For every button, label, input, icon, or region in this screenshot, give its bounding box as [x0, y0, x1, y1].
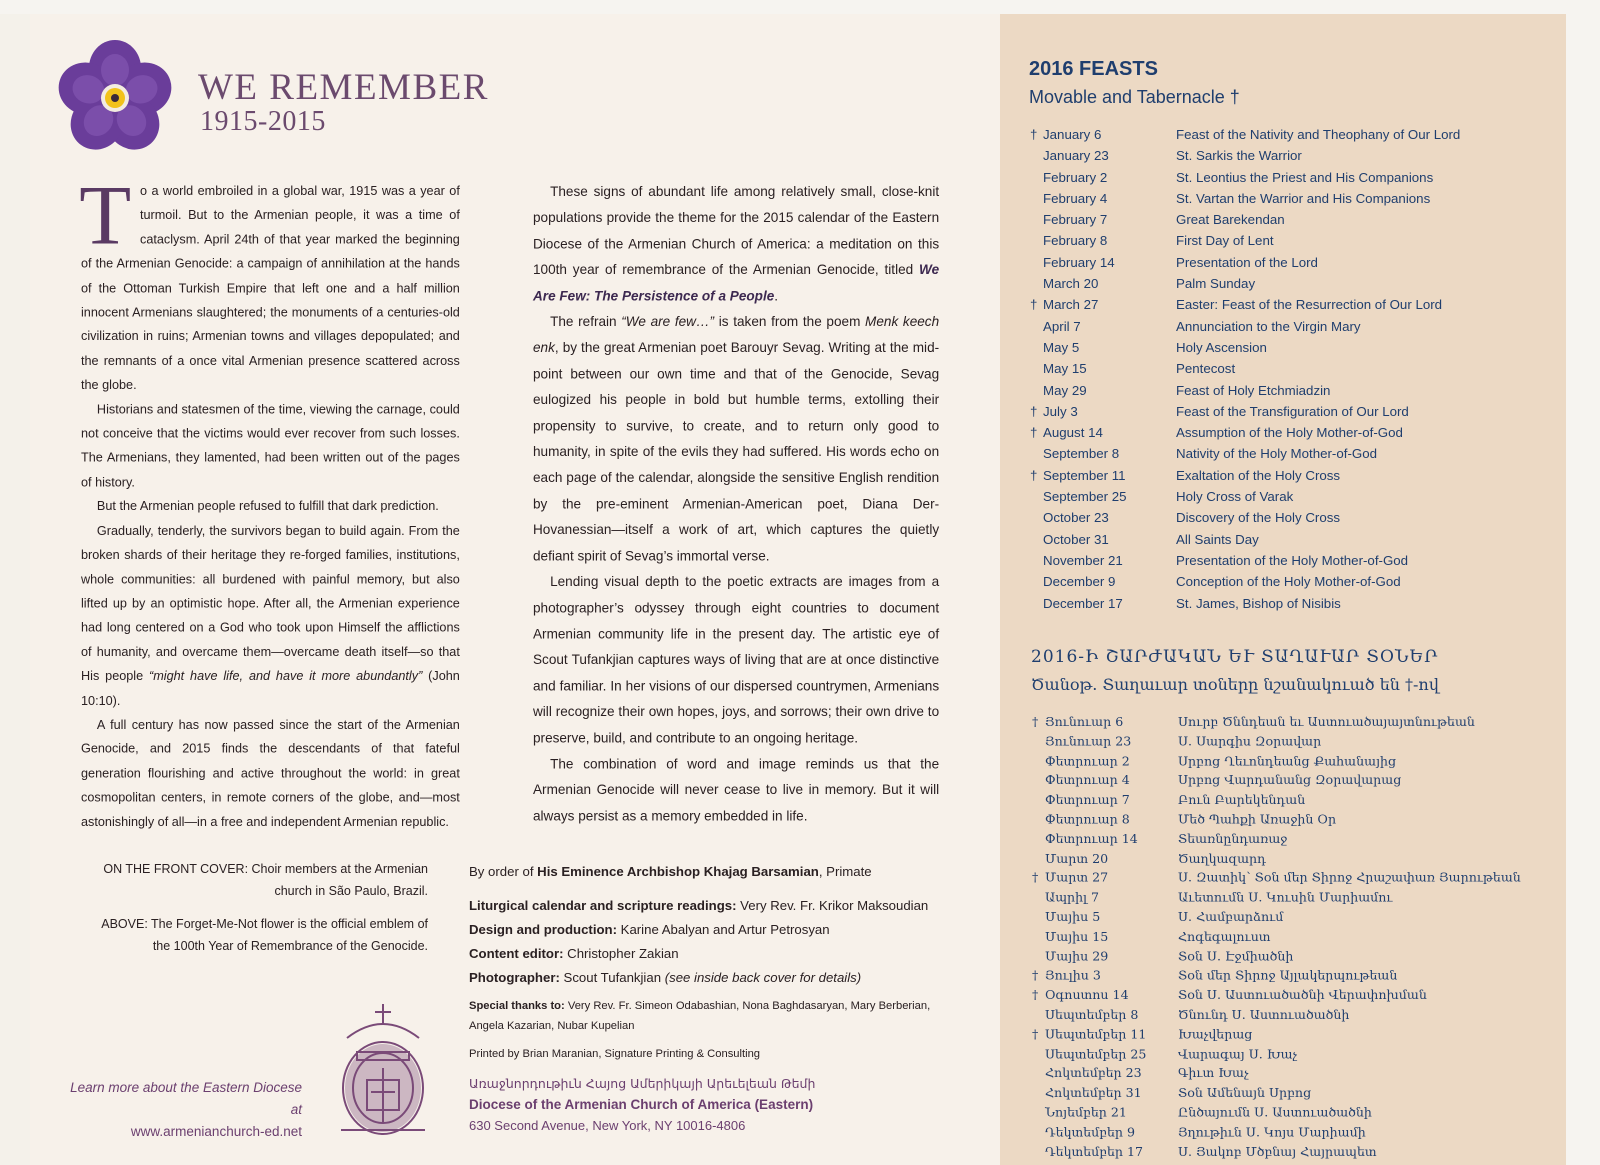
feast-date-cell [1030, 380, 1176, 401]
feast-row [1030, 167, 1560, 188]
feast-row [1030, 507, 1560, 528]
paragraph [533, 180, 939, 310]
feast-date-cell [1030, 188, 1176, 209]
feast-date-cell [1030, 209, 1176, 230]
feast-date-cell [1032, 1064, 1178, 1084]
feast-row [1030, 529, 1560, 550]
paragraph-text: , by the great Armenian poet Barouyr Sevag. Writing at the mid-point between our own time and that of the Genocide, Sevag eulogized his people in bold but humble terms, extolling their propensity to survive, to create, and to return only good to humanity, in spite of the evils they had suffered. His words echo on each page of the calendar, alongside the sensitive English rendition by the pre-eminent Armenian-American poet, Diana Der-Hovanessian—itself a work of art, which captures the quietly defiant spirit of Sevag’s immortal verse. [533, 340, 940, 565]
feast-row [1030, 124, 1560, 145]
feast-name: Discovery of the Holy Cross [1176, 510, 1341, 526]
feast-row [1032, 1142, 1562, 1162]
feast-date-cell [1030, 124, 1176, 145]
feast-name: Ս. Յակոբ Մծբնայ Հայրապետ [1178, 1143, 1377, 1159]
feast-date: Փետրուար 2 [1045, 753, 1130, 768]
feast-date-cell [1032, 927, 1178, 947]
feast-row [1032, 1064, 1562, 1084]
drop-cap: T [79, 167, 132, 263]
credit-value: Scout Tufankjian [559, 970, 665, 985]
page-years: 1915-2015 [200, 106, 326, 137]
feast-row [1032, 829, 1562, 849]
feast-name: Holy Ascension [1176, 339, 1267, 355]
tabernacle-dagger: † [1032, 1026, 1039, 1042]
order-line [469, 860, 969, 884]
feast-date: Փետրուար 8 [1045, 811, 1130, 827]
paragraph [533, 310, 939, 570]
feast-date: December 17 [1043, 595, 1123, 611]
paragraph: Lending visual depth to the poetic extracts are images from a photographer’s odyssey through eight countries to document Armenian community life in the present day. The artistic eye of Scout Tufankjian captures ways of living that are at once distinctive and familiar. In her visions of our dispersed countrymen, Armenians will recognize their own hopes, joys, and sorrows; their own drive to preserve, build, and contribute to an ongoing heritage. [533, 574, 940, 747]
feast-date: January 6 [1043, 127, 1102, 142]
feast-date-cell [1032, 907, 1178, 927]
feast-date-cell [1030, 273, 1176, 294]
feasts-list [1030, 124, 1560, 614]
credit-line [469, 918, 969, 942]
feast-name: Աւետումն Ս. Կուսին Մարիամու [1178, 889, 1393, 905]
feast-name: Feast of the Transfiguration of Our Lord [1176, 403, 1409, 419]
feast-row [1030, 316, 1560, 337]
feast-date: Ապրիլ 7 [1045, 889, 1100, 905]
feast-row [1032, 732, 1562, 752]
paragraph: Historians and statesmen of the time, viewing the carnage, could not conceive that the victims would ever recover from such losses. The Armenians, they lamented, had been written out of the pages of history. [81, 402, 460, 490]
tabernacle-dagger: † [1032, 870, 1039, 886]
feast-date: February 7 [1043, 212, 1108, 228]
credit-value: Very Rev. Fr. Simeon Odabashian, Nona Baghdasaryan, Mary Berberian, Angela Kazarian, Nubar Kupelian [469, 1000, 931, 1032]
feast-name: Տօն Ամենայն Սրբոց [1178, 1085, 1312, 1100]
feast-row [1030, 145, 1560, 166]
feast-date-cell [1032, 1005, 1178, 1025]
scripture-quote: “might have life, and have it more abundantly” [149, 669, 423, 684]
feast-date-cell [1032, 829, 1178, 849]
feast-row [1030, 209, 1560, 230]
feast-date-cell [1032, 771, 1178, 791]
credit-value: Karine Abalyan and Artur Petrosyan [617, 922, 830, 937]
feast-row [1032, 927, 1562, 947]
tabernacle-dagger: † [1030, 425, 1038, 441]
feast-date-cell [1030, 316, 1176, 337]
feast-date-cell [1030, 358, 1176, 379]
feast-name: Խաչվերաց [1178, 1026, 1253, 1042]
feast-date-cell [1032, 1025, 1178, 1045]
feast-date: September 25 [1043, 489, 1127, 505]
credit-line [469, 966, 969, 990]
feast-date-cell [1032, 868, 1178, 888]
feast-date-cell [1032, 888, 1178, 908]
feast-name: Ս. Համբարձում [1178, 909, 1284, 925]
feast-date: May 5 [1043, 339, 1080, 355]
feast-row [1032, 1122, 1562, 1142]
poem-title: Menk keech enk [533, 314, 940, 356]
credit-note: (see inside back cover for details) [664, 970, 862, 985]
diocese-address: 630 Second Avenue, New York, NY 10016-4806 [469, 1118, 746, 1133]
feast-name: Pentecost [1176, 361, 1236, 377]
feast-date-cell [1030, 465, 1176, 486]
feast-date-cell [1032, 1103, 1178, 1123]
feast-name: Տեառնընդառաջ [1178, 831, 1288, 846]
feast-row [1032, 966, 1562, 986]
feast-date: Մարտ 27 [1045, 870, 1109, 886]
feast-name: Assumption of the Holy Mother-of-God [1176, 425, 1403, 441]
feast-row [1032, 1005, 1562, 1025]
credit-value: Christopher Zakian [563, 946, 679, 961]
feasts-subtitle: Movable and Tabernacle † [1029, 87, 1240, 107]
feast-name: Բուն Բարեկենդան [1178, 792, 1306, 807]
feast-date: December 9 [1043, 574, 1116, 590]
feast-date-cell [1030, 294, 1176, 315]
feast-date-cell [1030, 550, 1176, 571]
feast-date-cell [1030, 571, 1176, 592]
feast-name: Feast of the Nativity and Theophany of Our Lord [1176, 127, 1461, 142]
punctuation: . [774, 288, 779, 304]
feast-name: Conception of the Holy Mother-of-God [1176, 574, 1401, 590]
paragraph-text: is taken from the poem [714, 314, 866, 330]
feast-name: Ծնունդ Ս. Աստուածածնի [1178, 1007, 1350, 1022]
feast-name: Վարագայ Ս. Խաչ [1178, 1046, 1298, 1061]
website-link[interactable]: www.armenianchurch-ed.net [130, 1124, 302, 1139]
feast-row [1032, 771, 1562, 791]
feast-date: Հոկտեմբեր 23 [1045, 1065, 1142, 1081]
feast-row [1030, 252, 1560, 273]
feast-name: St. Vartan the Warrior and His Companions [1176, 190, 1431, 206]
feast-name: Ս. Զատիկ՝ Տօն մեր Տիրոջ Հրաշափառ Յարութեան [1178, 870, 1521, 886]
forget-me-not-icon [50, 34, 180, 164]
diocese-seal-icon [327, 1000, 439, 1140]
feast-row [1030, 294, 1560, 315]
credit-text: , Primate [818, 864, 872, 879]
feast-name: Ս. Սարգիս Զօրավար [1178, 733, 1322, 749]
page-right-margin [1566, 14, 1600, 1165]
paragraph [79, 167, 460, 398]
feast-name: Palm Sunday [1176, 276, 1256, 292]
feast-row [1032, 888, 1562, 908]
feast-date: Յունուար 23 [1045, 733, 1132, 749]
feast-date-cell [1032, 1044, 1178, 1064]
learn-more-text: Learn more about the Eastern Diocese at [70, 1080, 302, 1117]
credits [469, 860, 969, 1064]
paragraph-text: The refrain [550, 314, 622, 330]
feast-name: Սրբոց Ղեւոնդեանց Քահանայից [1178, 753, 1397, 768]
feast-name: First Day of Lent [1176, 233, 1274, 249]
feast-row [1030, 593, 1560, 614]
feast-row [1032, 986, 1562, 1006]
credit-value: Very Rev. Fr. Krikor Maksoudian [736, 898, 929, 913]
feast-date-cell [1030, 337, 1176, 358]
special-thanks [469, 996, 939, 1036]
feast-row [1030, 486, 1560, 507]
credit-label: Photographer: [469, 970, 560, 985]
feast-date-cell [1030, 167, 1176, 188]
feast-date: August 14 [1043, 425, 1103, 441]
feast-date: February 14 [1043, 254, 1115, 270]
feast-row [1032, 946, 1562, 966]
feast-row [1032, 907, 1562, 927]
tabernacle-dagger: † [1032, 713, 1039, 729]
credit-line [469, 894, 969, 918]
feast-name: St. James, Bishop of Nisibis [1176, 595, 1341, 611]
feast-date: Մայիս 29 [1045, 948, 1109, 964]
feast-row [1030, 188, 1560, 209]
feast-date-cell [1032, 1083, 1178, 1103]
feast-date-cell [1032, 849, 1178, 869]
feast-row [1032, 751, 1562, 771]
paragraph-text: Gradually, tenderly, the survivors began to build again. From the broken shards of their heritage they re-forged families, institutions, whole communities: all burdened with painful memory, but also lifted up by an optimistic hope. After all, the Armenian experience had long centered on a God who took upon Himself the afflictions of humanity, and overcame them—overcame death itself—so that His people [81, 524, 460, 684]
feast-date: Օգոստոս 14 [1045, 987, 1129, 1003]
feast-date-cell [1032, 1142, 1178, 1162]
armenian-feasts-subtitle: Ծանօթ. Տաղաւար տօները նշանակուած են †-ով [1031, 675, 1439, 694]
feast-name: Սրբոց Վարդանանց Զօրավարաց [1178, 772, 1402, 788]
feast-date: Փետրուար 4 [1045, 772, 1130, 788]
paragraph: The combination of word and image reminds us that the Armenian Genocide will never cease to live in memory. But it will always persist as a memory embedded in life. [533, 756, 940, 825]
feast-date-cell [1032, 1122, 1178, 1142]
printer-line: Printed by Brian Maranian, Signature Printing & Consulting [469, 1048, 761, 1060]
page-title: WE REMEMBER [198, 67, 489, 108]
feast-date: May 15 [1043, 361, 1087, 377]
feast-date: March 20 [1043, 276, 1099, 292]
feast-date: September 11 [1043, 467, 1126, 483]
feast-name: Մեծ Պահքի Առաջին Օր [1178, 811, 1337, 827]
feast-date-cell [1030, 401, 1176, 422]
scripture-reference: (John 10:10). [81, 669, 460, 709]
feast-date: July 3 [1043, 403, 1078, 419]
feast-date-cell [1032, 751, 1178, 771]
tabernacle-dagger: † [1030, 297, 1038, 313]
credit-label: Liturgical calendar and scripture readings: [469, 898, 737, 913]
feast-date: Մարտ 20 [1045, 850, 1109, 866]
feast-date: Հոկտեմբեր 31 [1045, 1085, 1142, 1100]
feast-date: Սեպտեմբեր 8 [1045, 1007, 1139, 1022]
feast-name: Գիւտ Խաչ [1178, 1065, 1249, 1081]
tabernacle-dagger: † [1032, 967, 1039, 983]
diocese-armenian: Առաջնորդութիւն Հայոց Ամերիկայի Արեւելեան Թեմի [469, 1076, 816, 1091]
feast-date-cell [1032, 712, 1178, 732]
calendar-title: We Are Few: The Persistence of a People [533, 262, 940, 304]
feast-date: November 21 [1043, 552, 1123, 568]
credit-label: Special thanks to: [469, 1000, 565, 1012]
feast-row [1032, 790, 1562, 810]
feast-row [1030, 443, 1560, 464]
feast-row [1030, 550, 1560, 571]
feast-row [1030, 337, 1560, 358]
paragraph-text: These signs of abundant life among relatively small, close-knit populations provide the theme for the 2015 calendar of the Eastern Diocese of the Armenian Church of America: a meditation on this 100th year of remembrance of the Armenian Genocide, titled [533, 184, 940, 278]
feast-date: Փետրուար 7 [1045, 792, 1130, 807]
feast-name: Annunciation to the Virgin Mary [1176, 318, 1361, 334]
feast-name: Great Barekendan [1176, 212, 1285, 228]
feast-row [1032, 849, 1562, 869]
article-column-2 [533, 180, 939, 830]
feast-date: March 27 [1043, 297, 1099, 313]
feast-name: Տօն մեր Տիրոջ Այլակերպութեան [1178, 967, 1398, 983]
feast-row [1032, 1044, 1562, 1064]
emblem-caption: ABOVE: The Forget-Me-Not flower is the official emblem of the 100th Year of Remembrance of the Genocide. [101, 917, 428, 953]
feast-date-cell [1032, 790, 1178, 810]
feast-name: Հոգեգալուստ [1178, 928, 1271, 944]
paragraph-text: o a world embroiled in a global war, 1915 was a year of turmoil. But to the Armenian people, it was a time of cataclysm. April 24th of that year marked the beginning of the Armenian Genocide: a campaign of annihilation at the hands of the Ottoman Turkish Empire that left one and a half million innocent Armenians slaughtered; the monuments of a centuries-old civilization in ruins; Armenian towns and villages depopulated; and the remnants of a once vital Armenian presence scattered across the globe. [81, 184, 460, 393]
feast-date-cell [1030, 422, 1176, 443]
feast-date: September 8 [1043, 446, 1120, 462]
credit-label: Design and production: [469, 922, 617, 937]
feast-row [1032, 810, 1562, 830]
feast-date: Սեպտեմբեր 25 [1045, 1046, 1147, 1061]
article-column-1 [79, 167, 460, 835]
feast-date-cell [1032, 986, 1178, 1006]
tabernacle-dagger: † [1032, 987, 1039, 1003]
feast-date-cell [1030, 230, 1176, 251]
feast-date: May 29 [1043, 382, 1087, 398]
feast-date: February 4 [1043, 190, 1108, 206]
feast-date: February 2 [1043, 169, 1108, 185]
feast-name: St. Sarkis the Warrior [1176, 148, 1302, 164]
feast-name: Յղութիւն Ս. Կոյս Մարիամի [1178, 1124, 1366, 1140]
feast-name: Ընծայումն Ս. Աստուածածնի [1178, 1104, 1372, 1120]
feast-date-cell [1032, 946, 1178, 966]
feast-name: St. Leontius the Priest and His Companions [1176, 169, 1434, 185]
feast-date: Դեկտեմբեր 17 [1045, 1143, 1144, 1159]
feast-date: January 23 [1043, 148, 1109, 164]
feast-date: October 23 [1043, 510, 1109, 526]
feast-name: Տօն Ս. Էջմիածնի [1178, 948, 1294, 964]
feast-row [1030, 273, 1560, 294]
tabernacle-dagger: † [1030, 127, 1038, 142]
diocese-english: Diocese of the Armenian Church of America (Eastern) [469, 1097, 814, 1112]
front-cover-caption: ON THE FRONT COVER: Choir members at the Armenian church in São Paulo, Brazil. [103, 862, 428, 898]
feast-row [1032, 868, 1562, 888]
feast-name: Presentation of the Holy Mother-of-God [1176, 552, 1409, 568]
feast-name: Feast of Holy Etchmiadzin [1176, 382, 1331, 398]
paragraph: But the Armenian people refused to fulfill that dark prediction. [96, 499, 439, 514]
tabernacle-dagger: † [1030, 467, 1038, 483]
feast-date: February 8 [1043, 233, 1108, 249]
feast-name: Ծաղկազարդ [1178, 850, 1266, 866]
feast-row [1032, 712, 1562, 732]
feast-name: Presentation of the Lord [1176, 254, 1318, 270]
credit-line [469, 942, 969, 966]
feast-name: Easter: Feast of the Resurrection of Our Lord [1176, 297, 1443, 313]
paragraph: A full century has now passed since the start of the Armenian Genocide, and 2015 finds the descendants of that fateful generation flourishing and active throughout the world: in great cosmopolitan centers, in remote corners of the globe, and—most astonishingly of all—in a free and independent Armenian republic. [81, 718, 460, 830]
feast-date: Փետրուար 14 [1045, 831, 1138, 846]
feasts-title: 2016 FEASTS [1029, 58, 1158, 80]
feast-row [1030, 465, 1560, 486]
feast-date-cell [1030, 252, 1176, 273]
feast-row [1030, 571, 1560, 592]
feast-date: October 31 [1043, 531, 1109, 547]
feast-row [1030, 230, 1560, 251]
feast-date: Մայիս 15 [1045, 928, 1109, 944]
armenian-feasts-list [1032, 712, 1562, 1161]
feast-date-cell [1030, 529, 1176, 550]
feast-date-cell [1032, 810, 1178, 830]
feast-name: Holy Cross of Varak [1176, 489, 1294, 505]
page-top-margin [0, 0, 1600, 14]
feast-row [1030, 401, 1560, 422]
feast-date: April 7 [1043, 318, 1081, 334]
feast-row [1030, 358, 1560, 379]
feast-date-cell [1032, 732, 1178, 752]
feast-date: Սեպտեմբեր 11 [1045, 1026, 1147, 1042]
feast-date: Յուլիս 3 [1045, 967, 1101, 983]
feast-row [1032, 1083, 1562, 1103]
feast-date-cell [1030, 507, 1176, 528]
feast-date: Դեկտեմբեր 9 [1045, 1124, 1136, 1140]
feast-date-cell [1030, 145, 1176, 166]
credit-label: Content editor: [469, 946, 564, 961]
feast-row [1030, 380, 1560, 401]
refrain-quote: “We are few…” [621, 314, 715, 330]
feast-name: Exaltation of the Holy Cross [1176, 467, 1341, 483]
feast-date: Յունուար 6 [1045, 713, 1124, 729]
tabernacle-dagger: † [1030, 403, 1038, 419]
feast-date-cell [1032, 966, 1178, 986]
paragraph [81, 520, 460, 714]
feast-date: Նոյեմբեր 21 [1045, 1104, 1127, 1120]
credit-text: By order of [469, 864, 538, 879]
learn-more [62, 1077, 302, 1143]
feast-row [1030, 422, 1560, 443]
feast-name: All Saints Day [1176, 531, 1259, 547]
feast-date-cell [1030, 593, 1176, 614]
feast-name: Nativity of the Holy Mother-of-God [1176, 446, 1378, 462]
feast-date: Մայիս 5 [1045, 909, 1101, 925]
feast-date-cell [1030, 443, 1176, 464]
feast-row [1032, 1025, 1562, 1045]
feast-row [1032, 1103, 1562, 1123]
primate-name: His Eminence Archbishop Khajag Barsamian [537, 864, 819, 879]
feast-date-cell [1030, 486, 1176, 507]
feast-name: Սուրբ Ծննդեան եւ Աստուածայայտնութեան [1178, 713, 1475, 729]
diocese-info [469, 1073, 815, 1136]
armenian-feasts-title: 2016-Ի ՇԱՐԺԱԿԱՆ ԵՒ ՏԱՂԱՒԱՐ ՏՕՆԵՐ [1031, 647, 1439, 667]
feast-name: Տօն Ս. Աստուածածնի Վերափոխման [1178, 987, 1427, 1003]
